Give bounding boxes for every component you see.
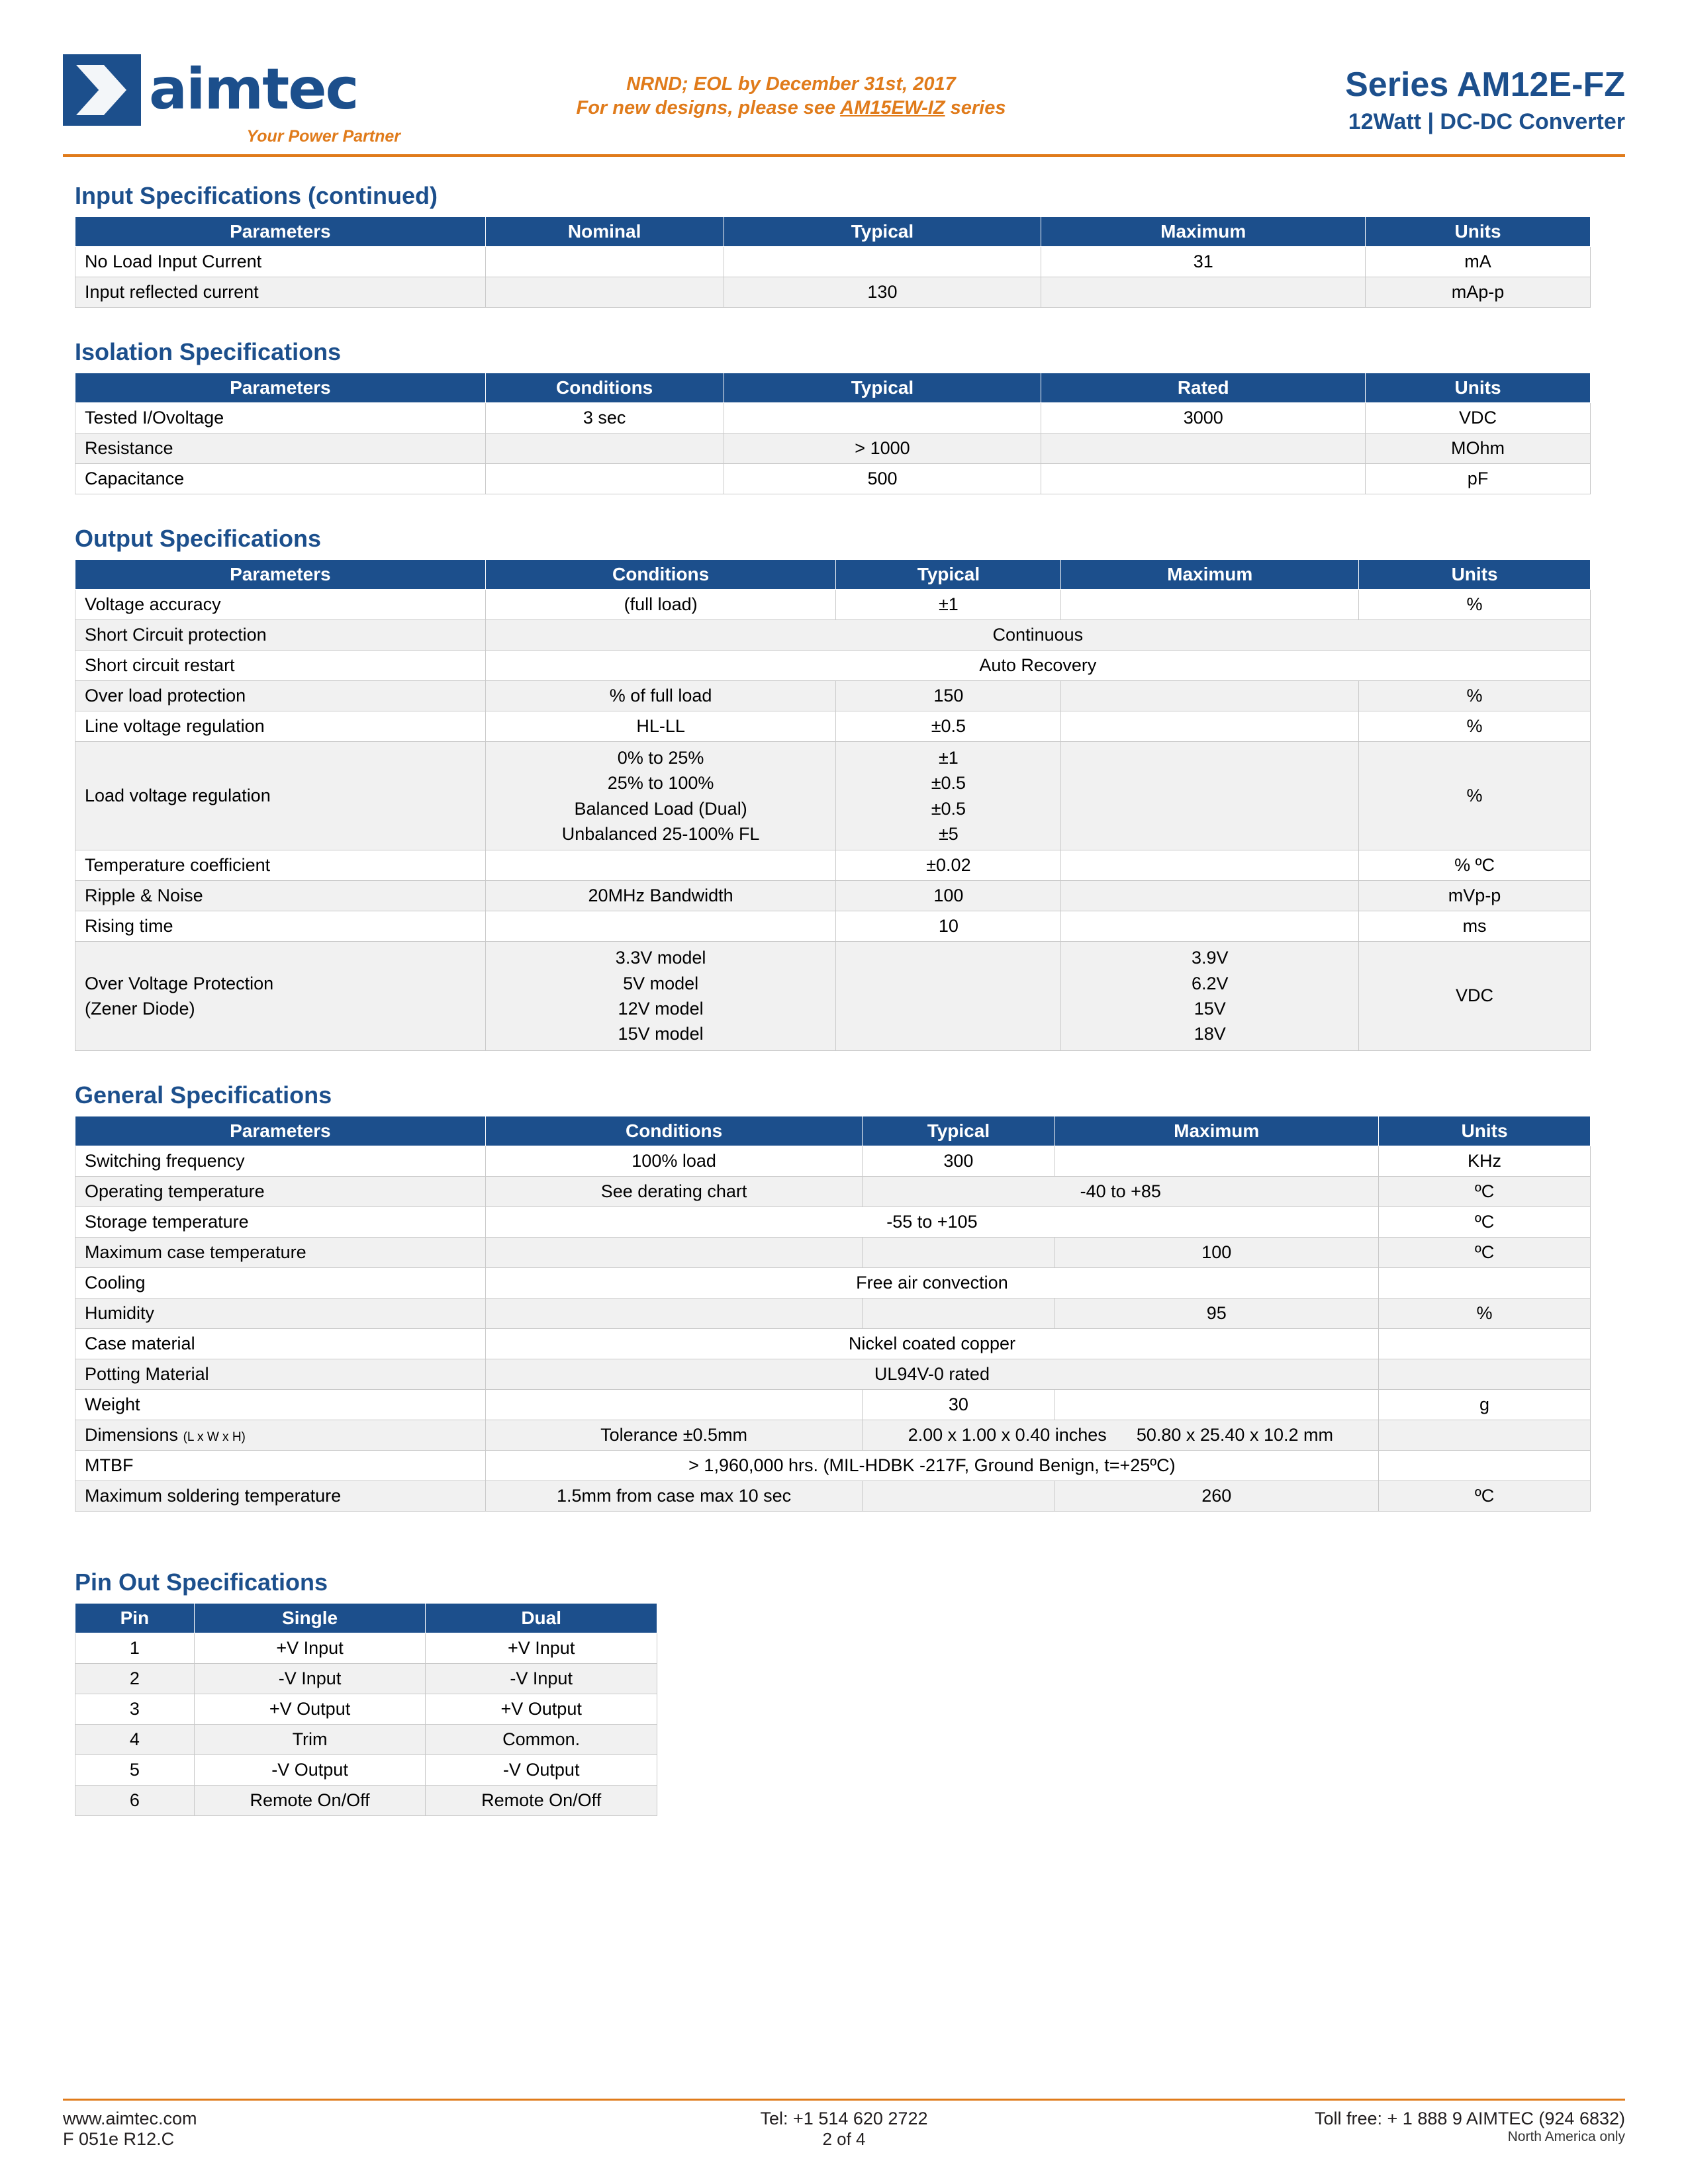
col-single: Single (194, 1603, 426, 1633)
col-maximum: Maximum (1041, 217, 1366, 247)
cell-conditions (485, 911, 836, 942)
footer-left (63, 2109, 584, 2150)
dimensions-mm: 50.80 x 25.40 x 10.2 mm (1136, 1424, 1333, 1445)
cell-parameter: Maximum soldering temperature (75, 1480, 486, 1511)
cell-units: MOhm (1366, 433, 1591, 464)
input-specifications-title: Input Specifications (continued) (75, 182, 438, 209)
cell-units (1379, 1267, 1591, 1298)
max-line: 6.2V (1191, 973, 1229, 993)
cell-parameter: Temperature coefficient (75, 850, 486, 881)
cond-line: 15V model (618, 1024, 704, 1044)
cell-parameter: Weight (75, 1389, 486, 1420)
new-design-suffix: series (945, 97, 1006, 119)
table-row-dimensions (75, 1420, 1591, 1450)
cell-maximum: 95 (1055, 1298, 1379, 1328)
cell-maximum (1061, 590, 1359, 620)
website-link[interactable]: www.aimtec.com (63, 2109, 197, 2128)
cell-single: Trim (194, 1724, 426, 1754)
cell-single: Remote On/Off (194, 1785, 426, 1815)
cell-value-span: Free air convection (485, 1267, 1378, 1298)
cell-value-span: Auto Recovery (485, 651, 1590, 681)
cell-dual: +V Output (426, 1694, 657, 1724)
cell-value-span: -55 to +105 (485, 1206, 1378, 1237)
cell-parameter (75, 1420, 486, 1450)
cell-typical: 30 (863, 1389, 1055, 1420)
cell-typical: > 1000 (724, 433, 1041, 464)
cell-typical: ±0.5 (836, 711, 1061, 742)
col-rated: Rated (1041, 373, 1366, 403)
am15ew-iz-link[interactable]: AM15EW-IZ (840, 97, 945, 119)
col-typical: Typical (836, 560, 1061, 590)
output-specifications-table (75, 559, 1591, 1051)
param-line: (Zener Diode) (85, 998, 195, 1019)
cell-units: mA (1366, 247, 1591, 277)
table-row (75, 881, 1591, 911)
cell-dual: -V Output (426, 1754, 657, 1785)
cell-units: VDC (1359, 942, 1591, 1050)
cell-units: ºC (1379, 1480, 1591, 1511)
cell-maximum: 31 (1041, 247, 1366, 277)
table-row (75, 1176, 1591, 1206)
col-typical: Typical (724, 217, 1041, 247)
dimensions-inches: 2.00 x 1.00 x 0.40 inches (908, 1424, 1107, 1445)
company-logo (63, 46, 407, 146)
series-heading (1175, 46, 1625, 135)
cell-parameter: Capacitance (75, 464, 486, 494)
output-specifications-title: Output Specifications (75, 525, 322, 552)
new-design-notice (407, 97, 1175, 119)
cell-units: % (1359, 681, 1591, 711)
table-row (75, 1480, 1591, 1511)
cell-units: VDC (1366, 403, 1591, 433)
cell-maximum (1061, 850, 1359, 881)
cell-typical (724, 403, 1041, 433)
cell-maximum (1061, 711, 1359, 742)
cell-pin: 6 (75, 1785, 195, 1815)
cell-units: ºC (1379, 1206, 1591, 1237)
cond-line: 12V model (618, 998, 704, 1019)
col-maximum: Maximum (1055, 1116, 1379, 1146)
table-row (75, 1450, 1591, 1480)
table-header-row (75, 560, 1591, 590)
cell-conditions (485, 1298, 863, 1328)
table-row (75, 620, 1591, 651)
cell-conditions: 20MHz Bandwidth (485, 881, 836, 911)
cell-maximum (1061, 911, 1359, 942)
cell-maximum (1055, 1389, 1379, 1420)
cell-units: ms (1359, 911, 1591, 942)
logo-tagline: Your Power Partner (246, 127, 400, 146)
table-header-row (75, 1116, 1591, 1146)
cell-value-span: Continuous (485, 620, 1590, 651)
table-row (75, 1206, 1591, 1237)
cell-conditions: Tolerance ±0.5mm (485, 1420, 863, 1450)
cond-line: Unbalanced 25-100% FL (561, 823, 760, 844)
table-row (75, 1694, 657, 1724)
cell-parameter: Rising time (75, 911, 486, 942)
typ-line: ±0.5 (931, 773, 966, 794)
table-row (75, 1237, 1591, 1267)
toll-free-number: Toll free: + 1 888 9 AIMTEC (924 6832) (1315, 2109, 1626, 2128)
cell-rated: 3000 (1041, 403, 1366, 433)
table-row (75, 681, 1591, 711)
cell-conditions: 100% load (485, 1146, 863, 1176)
cell-typical: 10 (836, 911, 1061, 942)
col-parameters: Parameters (75, 1116, 486, 1146)
table-row (75, 651, 1591, 681)
col-units: Units (1359, 560, 1591, 590)
cell-maximum (1041, 277, 1366, 308)
cell-units: % (1379, 1298, 1591, 1328)
cell-maximum: 260 (1055, 1480, 1379, 1511)
cell-parameter: Storage temperature (75, 1206, 486, 1237)
cell-rated (1041, 433, 1366, 464)
cell-typical (863, 1237, 1055, 1267)
cell-conditions: See derating chart (485, 1176, 863, 1206)
table-row (75, 1754, 657, 1785)
cell-pin: 3 (75, 1694, 195, 1724)
telephone: Tel: +1 514 620 2722 (760, 2109, 928, 2128)
table-row (75, 1663, 657, 1694)
cell-conditions: % of full load (485, 681, 836, 711)
cell-parameter (75, 942, 486, 1050)
cell-maximum: 100 (1055, 1237, 1379, 1267)
new-design-prefix: For new designs, please see (576, 97, 841, 119)
cell-pin: 4 (75, 1724, 195, 1754)
table-row (75, 1298, 1591, 1328)
table-row (75, 1359, 1591, 1389)
cell-conditions: 1.5mm from case max 10 sec (485, 1480, 863, 1511)
typ-line: ±0.5 (931, 798, 966, 819)
cond-line: 5V model (623, 973, 699, 993)
cell-conditions (485, 464, 724, 494)
cell-typical: 500 (724, 464, 1041, 494)
table-row (75, 711, 1591, 742)
cell-typical: ±1 (836, 590, 1061, 620)
table-row (75, 911, 1591, 942)
cell-conditions: HL-LL (485, 711, 836, 742)
cell-parameter: Short circuit restart (75, 651, 486, 681)
cell-parameter: Ripple & Noise (75, 881, 486, 911)
cell-conditions: 3 sec (485, 403, 724, 433)
col-conditions: Conditions (485, 373, 724, 403)
cell-units (1379, 1328, 1591, 1359)
cell-typical: 150 (836, 681, 1061, 711)
nrnd-notice: NRND; EOL by December 31st, 2017 (626, 73, 956, 95)
table-row-over-voltage-protection (75, 942, 1591, 1050)
table-header-row (75, 217, 1591, 247)
cell-units: % (1359, 742, 1591, 850)
cell-dual: Remote On/Off (426, 1785, 657, 1815)
cell-parameter: Tested I/Ovoltage (75, 403, 486, 433)
logo-wordmark: aimtec (149, 56, 358, 123)
table-row (75, 1267, 1591, 1298)
cell-value-span: UL94V-0 rated (485, 1359, 1378, 1389)
cond-line: 25% to 100% (607, 773, 714, 794)
table-row (75, 433, 1591, 464)
cell-units: g (1379, 1389, 1591, 1420)
col-nominal: Nominal (485, 217, 724, 247)
cell-parameter: Line voltage regulation (75, 711, 486, 742)
col-units: Units (1379, 1116, 1591, 1146)
cell-conditions (485, 942, 836, 1050)
cell-parameter: Input reflected current (75, 277, 486, 308)
table-row-load-voltage-regulation (75, 742, 1591, 850)
col-parameters: Parameters (75, 217, 486, 247)
cell-typical (863, 1480, 1055, 1511)
cell-typical (836, 742, 1061, 850)
cell-pin: 5 (75, 1754, 195, 1785)
param-line: Over Voltage Protection (85, 973, 274, 993)
dimensions-label: Dimensions (85, 1424, 179, 1445)
cond-line: 0% to 25% (617, 748, 704, 768)
page-footer (63, 2099, 1625, 2150)
cell-units: mAp-p (1366, 277, 1591, 308)
cell-typical (863, 1298, 1055, 1328)
product-notice (407, 46, 1175, 119)
table-row (75, 590, 1591, 620)
table-row (75, 277, 1591, 308)
table-row (75, 1146, 1591, 1176)
footer-center (584, 2109, 1105, 2150)
col-units: Units (1366, 217, 1591, 247)
table-row (75, 1785, 657, 1815)
cell-typical: ±0.02 (836, 850, 1061, 881)
max-line: 3.9V (1191, 948, 1229, 968)
cell-pin: 2 (75, 1663, 195, 1694)
cell-parameter: Voltage accuracy (75, 590, 486, 620)
general-specifications-title: General Specifications (75, 1081, 332, 1109)
cell-units: ºC (1379, 1237, 1591, 1267)
cell-maximum (1055, 1146, 1379, 1176)
col-dual: Dual (426, 1603, 657, 1633)
col-pin: Pin (75, 1603, 195, 1633)
isolation-specifications-table (75, 373, 1591, 494)
cell-conditions (485, 742, 836, 850)
cell-dimension-values (863, 1420, 1379, 1450)
cell-conditions (485, 1389, 863, 1420)
table-header-row (75, 373, 1591, 403)
cell-conditions (485, 433, 724, 464)
cell-units: KHz (1379, 1146, 1591, 1176)
cell-typical: 100 (836, 881, 1061, 911)
page-header (63, 46, 1625, 152)
table-row (75, 247, 1591, 277)
table-row (75, 1724, 657, 1754)
cell-maximum (1061, 942, 1359, 1050)
typ-line: ±5 (938, 823, 959, 844)
cell-parameter: Cooling (75, 1267, 486, 1298)
general-specifications-table (75, 1116, 1591, 1512)
cell-dual: Common. (426, 1724, 657, 1754)
cell-units (1379, 1450, 1591, 1480)
cell-dual: +V Input (426, 1633, 657, 1663)
cell-units: ºC (1379, 1176, 1591, 1206)
cell-units (1379, 1420, 1591, 1450)
cell-maximum (1061, 681, 1359, 711)
cell-typical (836, 942, 1061, 1050)
col-typical: Typical (863, 1116, 1055, 1146)
series-subtitle: 12Watt | DC-DC Converter (1348, 109, 1625, 135)
cell-single: +V Output (194, 1694, 426, 1724)
pinout-specifications-title: Pin Out Specifications (75, 1568, 328, 1596)
cell-units: % (1359, 590, 1591, 620)
cell-conditions (485, 850, 836, 881)
cell-parameter: Potting Material (75, 1359, 486, 1389)
cell-single: -V Input (194, 1663, 426, 1694)
table-row (75, 1389, 1591, 1420)
col-units: Units (1366, 373, 1591, 403)
cell-conditions: (full load) (485, 590, 836, 620)
table-row (75, 1633, 657, 1663)
cell-parameter: Maximum case temperature (75, 1237, 486, 1267)
typ-line: ±1 (938, 748, 959, 768)
cell-parameter: Resistance (75, 433, 486, 464)
cell-parameter: Operating temperature (75, 1176, 486, 1206)
table-row (75, 850, 1591, 881)
cell-nominal (485, 277, 724, 308)
cell-parameter: No Load Input Current (75, 247, 486, 277)
document-code: F 051e R12.C (63, 2129, 175, 2149)
footer-divider (63, 2099, 1625, 2101)
cell-typical: 300 (863, 1146, 1055, 1176)
col-conditions: Conditions (485, 1116, 863, 1146)
table-row (75, 1328, 1591, 1359)
dimensions-sublabel: (L x W x H) (183, 1430, 246, 1444)
cell-value-span: -40 to +85 (863, 1176, 1379, 1206)
cell-value-span: Nickel coated copper (485, 1328, 1378, 1359)
cell-maximum (1061, 742, 1359, 850)
table-header-row (75, 1603, 657, 1633)
cell-parameter: Short Circuit protection (75, 620, 486, 651)
cond-line: Balanced Load (Dual) (574, 798, 747, 819)
footer-right (1104, 2109, 1625, 2150)
cell-units: % (1359, 711, 1591, 742)
cell-units (1379, 1359, 1591, 1389)
col-typical: Typical (724, 373, 1041, 403)
page-number: 2 of 4 (822, 2129, 866, 2149)
series-title: Series AM12E-FZ (1345, 66, 1625, 104)
cell-typical (724, 247, 1041, 277)
table-row (75, 403, 1591, 433)
col-maximum: Maximum (1061, 560, 1359, 590)
cell-typical: 130 (724, 277, 1041, 308)
cell-nominal (485, 247, 724, 277)
max-line: 18V (1194, 1024, 1226, 1044)
cell-dual: -V Input (426, 1663, 657, 1694)
cell-units: % ºC (1359, 850, 1591, 881)
input-specifications-table (75, 216, 1591, 308)
header-divider (63, 154, 1625, 157)
cell-rated (1041, 464, 1366, 494)
cell-parameter: Load voltage regulation (75, 742, 486, 850)
cell-parameter: Case material (75, 1328, 486, 1359)
cell-units: pF (1366, 464, 1591, 494)
col-conditions: Conditions (485, 560, 836, 590)
region-note: North America only (1507, 2129, 1626, 2144)
cell-single: -V Output (194, 1754, 426, 1785)
cell-parameter: Humidity (75, 1298, 486, 1328)
cell-parameter: Over load protection (75, 681, 486, 711)
cell-parameter: MTBF (75, 1450, 486, 1480)
aimtec-logo-icon (63, 54, 141, 126)
cell-pin: 1 (75, 1633, 195, 1663)
cell-conditions (485, 1237, 863, 1267)
cell-units: mVp-p (1359, 881, 1591, 911)
max-line: 15V (1194, 998, 1226, 1019)
pinout-table (75, 1603, 657, 1816)
cond-line: 3.3V model (615, 948, 706, 968)
cell-single: +V Input (194, 1633, 426, 1663)
isolation-specifications-title: Isolation Specifications (75, 338, 342, 365)
cell-parameter: Switching frequency (75, 1146, 486, 1176)
col-parameters: Parameters (75, 560, 486, 590)
cell-maximum (1061, 881, 1359, 911)
col-parameters: Parameters (75, 373, 486, 403)
cell-value-span: > 1,960,000 hrs. (MIL-HDBK -217F, Ground Benign, t=+25ºC) (485, 1450, 1378, 1480)
table-row (75, 464, 1591, 494)
